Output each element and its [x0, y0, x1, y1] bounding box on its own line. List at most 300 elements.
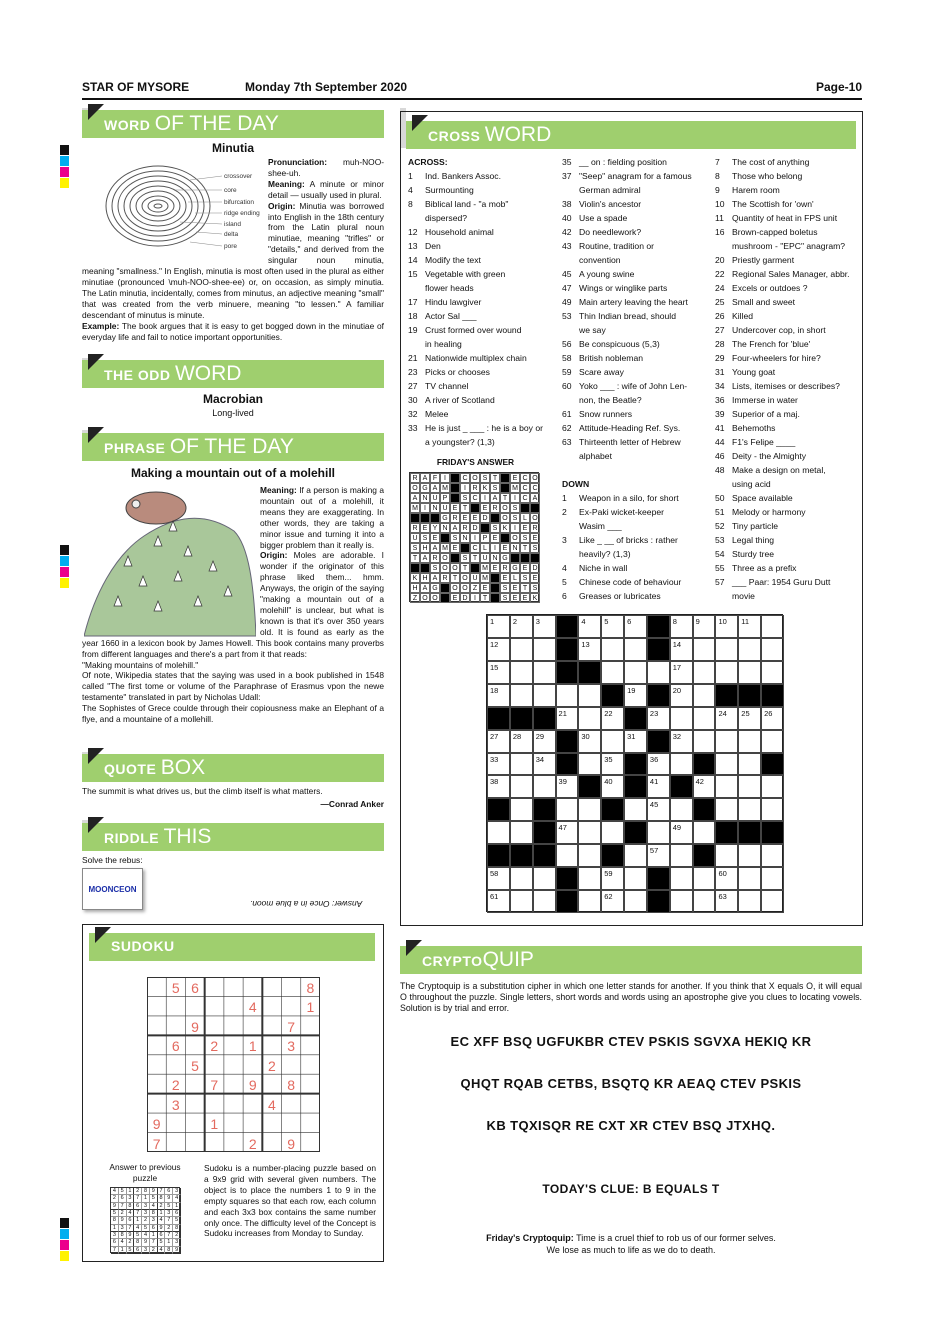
grid-cell[interactable] [761, 661, 784, 684]
answer-letter: M [440, 543, 450, 553]
sudoku-cell[interactable] [166, 996, 185, 1015]
clue-row [715, 463, 860, 477]
sudoku-cell[interactable] [282, 977, 301, 996]
answer-letter: K [500, 523, 510, 533]
grid-cell[interactable] [693, 661, 716, 684]
grid-block [487, 798, 510, 821]
grid-cell[interactable] [670, 798, 693, 821]
answer-letter: N [430, 503, 440, 513]
sudoku-cell[interactable]: 7 [210, 1077, 219, 1094]
grid-cell[interactable]: 41 [647, 775, 670, 798]
grid-cell[interactable] [510, 684, 533, 707]
grid-cell[interactable] [761, 844, 784, 867]
answer-letter: H [410, 583, 420, 593]
grid-cell[interactable]: 49 [670, 821, 693, 844]
grid-cell[interactable] [738, 798, 761, 821]
sudoku-cell[interactable] [224, 1055, 243, 1074]
sudoku-cell[interactable]: 3 [287, 1038, 296, 1055]
grid-cell[interactable] [624, 798, 647, 821]
clue-number: 50 [715, 493, 725, 503]
sudoku-cell[interactable] [262, 996, 281, 1015]
answer-letter: E [500, 543, 510, 553]
grid-cell[interactable]: 18 [487, 684, 510, 707]
grid-cell[interactable] [578, 890, 601, 913]
sudoku-cell[interactable] [166, 1016, 185, 1035]
grid-cell[interactable] [738, 890, 761, 913]
grid-cell[interactable]: 31 [624, 730, 647, 753]
grid-cell[interactable] [601, 821, 624, 844]
sudoku-cell[interactable]: 9 [287, 1135, 296, 1152]
sudoku-cell[interactable]: 2 [171, 1077, 180, 1094]
sudoku-cell[interactable] [205, 1055, 224, 1074]
grid-cell[interactable]: 2 [510, 615, 533, 638]
grid-cell[interactable]: 19 [624, 684, 647, 707]
grid-cell[interactable]: 57 [647, 844, 670, 867]
grid-cell[interactable] [761, 638, 784, 661]
grid-cell[interactable]: 3 [533, 615, 556, 638]
sudoku-cell[interactable]: 7 [152, 1135, 161, 1152]
grid-cell[interactable]: 63 [715, 890, 738, 913]
sudoku-cell[interactable] [262, 1035, 281, 1054]
sudoku-cell[interactable] [282, 1113, 301, 1132]
sudoku-cell[interactable]: 1 [248, 1038, 257, 1055]
sudoku-cell[interactable]: 9 [152, 1116, 161, 1133]
grid-cell[interactable] [693, 730, 716, 753]
answer-letter: S [510, 503, 520, 513]
grid-block [556, 753, 579, 776]
grid-cell[interactable] [738, 844, 761, 867]
answer-letter: T [450, 573, 460, 583]
answer-block [410, 563, 420, 573]
grid-cell[interactable]: 34 [533, 753, 556, 776]
clue-number: 36 [715, 395, 725, 405]
sudoku-cell[interactable] [262, 977, 281, 996]
answer-cell: 9 [127, 1232, 135, 1239]
answer-cell: 9 [111, 1203, 119, 1210]
grid-cell[interactable]: 14 [670, 638, 693, 661]
clue-number: 16 [715, 227, 725, 237]
grid-cell[interactable] [578, 684, 601, 707]
answer-letter: I [440, 473, 450, 483]
answer-letter: S [430, 563, 440, 573]
grid-cell[interactable] [761, 798, 784, 821]
grid-cell[interactable] [556, 798, 579, 821]
sudoku-cell[interactable] [147, 1055, 166, 1074]
sudoku-cell[interactable] [282, 1094, 301, 1113]
sudoku-cell[interactable]: 1 [210, 1116, 219, 1133]
answer-cell: 4 [111, 1188, 119, 1195]
grid-block [647, 867, 670, 890]
answer-letter: R [470, 483, 480, 493]
sudoku-cell[interactable] [282, 996, 301, 1015]
grid-cell[interactable] [510, 798, 533, 821]
grid-cell[interactable] [578, 753, 601, 776]
grid-cell[interactable]: 24 [715, 707, 738, 730]
grid-cell[interactable] [693, 638, 716, 661]
grid-cell[interactable] [578, 867, 601, 890]
sudoku-cell[interactable] [147, 1094, 166, 1113]
answer-letter: O [420, 593, 430, 603]
sudoku-cell[interactable] [147, 996, 166, 1015]
answer-letter: M [410, 503, 420, 513]
grid-cell[interactable] [738, 753, 761, 776]
clue-number: 32 [408, 409, 418, 419]
grid-cell[interactable] [578, 844, 601, 867]
clue-row [562, 421, 707, 435]
grid-cell[interactable]: 42 [693, 775, 716, 798]
sudoku-cell[interactable]: 7 [287, 1018, 296, 1035]
grid-cell[interactable]: 26 [761, 707, 784, 730]
sudoku-cell[interactable] [147, 977, 166, 996]
sudoku-cell[interactable] [166, 1133, 185, 1152]
sudoku-cell[interactable] [224, 1094, 243, 1113]
grid-cell[interactable]: 11 [738, 615, 761, 638]
grid-cell[interactable] [693, 684, 716, 707]
grid-cell[interactable] [670, 844, 693, 867]
grid-cell[interactable] [624, 661, 647, 684]
sudoku-cell[interactable] [301, 1035, 320, 1054]
sudoku-cell[interactable]: 2 [210, 1038, 219, 1055]
grid-cell[interactable] [647, 661, 670, 684]
grid-cell[interactable] [578, 798, 601, 821]
answer-letter: I [470, 533, 480, 543]
grid-cell[interactable]: 15 [487, 661, 510, 684]
clue-text: Immerse in water [732, 395, 798, 405]
grid-cell[interactable] [533, 638, 556, 661]
answer-cell: 7 [134, 1210, 142, 1217]
answer-cell: 7 [165, 1217, 173, 1224]
answer-letter: E [480, 503, 490, 513]
grid-cell[interactable] [556, 684, 579, 707]
sudoku-cell[interactable] [205, 996, 224, 1015]
grid-cell[interactable] [670, 867, 693, 890]
grid-cell[interactable] [601, 730, 624, 753]
grid-cell[interactable] [487, 821, 510, 844]
grid-cell[interactable] [715, 798, 738, 821]
answer-block [420, 513, 430, 523]
clue-number [408, 337, 425, 351]
answer-letter: U [480, 553, 490, 563]
grid-cell[interactable]: 5 [601, 615, 624, 638]
sudoku-cell[interactable] [147, 1074, 166, 1093]
clue-row [408, 225, 553, 239]
grid-cell[interactable]: 17 [670, 661, 693, 684]
grid-cell[interactable] [738, 867, 761, 890]
sudoku-cell[interactable] [224, 1133, 243, 1152]
answer-letter: S [510, 513, 520, 523]
answer-cell: 6 [119, 1195, 127, 1202]
grid-cell[interactable]: 10 [715, 615, 738, 638]
grid-cell[interactable]: 61 [487, 890, 510, 913]
grid-cell[interactable]: 39 [556, 775, 579, 798]
clue-number: 61 [562, 409, 572, 419]
sudoku-cell[interactable]: 9 [248, 1077, 257, 1094]
meaning: A minute or minor detail — usually used in plural. [268, 178, 384, 200]
answer-letter: I [510, 493, 520, 503]
grid-cell[interactable] [624, 890, 647, 913]
grid-cell[interactable]: 47 [556, 821, 579, 844]
grid-cell[interactable] [556, 844, 579, 867]
sudoku-cell[interactable] [243, 1055, 262, 1074]
sudoku-grid [147, 977, 320, 1152]
grid-cell[interactable] [578, 707, 601, 730]
float-spacer [82, 157, 268, 260]
clue-row [408, 183, 553, 197]
clue-number [562, 323, 579, 337]
sudoku-cell[interactable] [224, 1113, 243, 1132]
grid-cell[interactable]: 35 [601, 753, 624, 776]
grid-cell[interactable]: 12 [487, 638, 510, 661]
down-title: DOWN [562, 479, 590, 489]
sudoku-cell[interactable] [243, 1113, 262, 1132]
fp-label: island [224, 221, 241, 228]
answer-letter: E [520, 523, 530, 533]
answer-letter: I [420, 503, 430, 513]
sudoku-cell[interactable]: 6 [191, 980, 199, 996]
sudoku-cell[interactable] [243, 977, 262, 996]
answer-letter: G [420, 483, 430, 493]
grid-cell[interactable]: 21 [556, 707, 579, 730]
grid-cell[interactable] [601, 638, 624, 661]
sudoku-cell[interactable] [185, 1113, 204, 1132]
grid-cell[interactable]: 25 [738, 707, 761, 730]
grid-cell[interactable] [533, 890, 556, 913]
grid-cell[interactable] [715, 730, 738, 753]
grid-cell[interactable]: 28 [510, 730, 533, 753]
sudoku-cell[interactable] [185, 996, 204, 1015]
friday-answer-title: FRIDAY'S ANSWER [436, 457, 515, 467]
grid-cell[interactable] [761, 730, 784, 753]
clue-text: Do needlework? [579, 227, 642, 237]
clue-text: Routine, tradition or [579, 241, 654, 251]
sudoku-cell[interactable]: 8 [287, 1077, 296, 1094]
answer-letter: S [480, 473, 490, 483]
grid-cell[interactable] [761, 775, 784, 798]
answer-letter: S [530, 583, 540, 593]
grid-cell[interactable] [693, 821, 716, 844]
sudoku-cell[interactable] [243, 1016, 262, 1035]
clue-number: 59 [562, 367, 572, 377]
grid-cell[interactable] [715, 844, 738, 867]
grid-cell[interactable]: 22 [601, 707, 624, 730]
grid-cell[interactable] [670, 890, 693, 913]
answer-cell: 3 [142, 1203, 150, 1210]
grid-cell[interactable]: 29 [533, 730, 556, 753]
answer-letter: E [530, 533, 540, 543]
grid-cell[interactable] [533, 775, 556, 798]
grid-cell[interactable] [715, 775, 738, 798]
clue-row [562, 435, 707, 449]
grid-cell[interactable] [510, 890, 533, 913]
clue-text: movie [732, 591, 755, 601]
sudoku-cell[interactable]: 6 [171, 1038, 180, 1055]
sudoku-cell[interactable]: 2 [268, 1057, 276, 1074]
grid-cell[interactable]: 9 [693, 615, 716, 638]
grid-cell[interactable]: 59 [601, 867, 624, 890]
clue-number: 53 [562, 311, 572, 321]
sudoku-cell[interactable]: 5 [171, 980, 180, 996]
sudoku-cell[interactable]: 9 [191, 1018, 199, 1035]
sudoku-cell[interactable] [185, 1094, 204, 1113]
clue-text: Scare away [579, 367, 624, 377]
riddle-rebus [82, 868, 143, 910]
grid-cell[interactable] [670, 707, 693, 730]
grid-cell[interactable] [578, 821, 601, 844]
grid-cell[interactable] [761, 615, 784, 638]
grid-cell[interactable] [693, 867, 716, 890]
grid-cell[interactable] [510, 775, 533, 798]
sudoku-cell[interactable] [282, 1055, 301, 1074]
clue-text: Quantity of heat in FPS unit [732, 213, 838, 223]
clue-row [715, 267, 860, 281]
sudoku-cell[interactable] [301, 1055, 320, 1074]
grid-cell[interactable] [624, 638, 647, 661]
grid-cell[interactable] [738, 661, 761, 684]
grid-cell[interactable] [533, 867, 556, 890]
sudoku-cell[interactable]: 1 [306, 999, 315, 1016]
sudoku-cell[interactable] [205, 977, 224, 996]
grid-cell[interactable]: 8 [670, 615, 693, 638]
grid-cell[interactable] [715, 638, 738, 661]
grid-cell[interactable] [601, 661, 624, 684]
grid-cell[interactable]: 6 [624, 615, 647, 638]
grid-cell[interactable]: 40 [601, 775, 624, 798]
sudoku-cell[interactable] [205, 1094, 224, 1113]
grid-cell[interactable] [510, 638, 533, 661]
sudoku-cell[interactable] [147, 1035, 166, 1054]
sudoku-cell[interactable] [301, 1016, 320, 1035]
grid-cell[interactable]: 20 [670, 684, 693, 707]
sudoku-cell[interactable]: 4 [248, 999, 257, 1016]
masthead-rule [82, 98, 862, 100]
answer-cell: 8 [134, 1239, 142, 1246]
grid-cell[interactable] [693, 890, 716, 913]
clue-number: 30 [408, 395, 418, 405]
grid-cell[interactable] [715, 753, 738, 776]
grid-cell[interactable] [510, 753, 533, 776]
clue-text: alphabet [579, 451, 612, 461]
grid-cell[interactable] [510, 867, 533, 890]
clue-text: Excels or outdoes ? [732, 283, 808, 293]
grid-cell[interactable] [533, 661, 556, 684]
grid-cell[interactable]: 4 [578, 615, 601, 638]
sudoku-cell[interactable] [243, 1094, 262, 1113]
answer-letter: K [410, 573, 420, 583]
sudoku-cell[interactable] [147, 1016, 166, 1035]
grid-cell[interactable]: 45 [647, 798, 670, 821]
sudoku-cell[interactable] [205, 1133, 224, 1152]
sudoku-cell[interactable] [224, 1074, 243, 1093]
clue-text: Regional Sales Manager, abbr. [732, 269, 850, 279]
grid-cell[interactable]: 38 [487, 775, 510, 798]
sudoku-cell[interactable] [262, 1133, 281, 1152]
answer-letter: T [460, 563, 470, 573]
sudoku-cell[interactable] [185, 1035, 204, 1054]
sudoku-cell[interactable] [301, 1133, 320, 1152]
clue-number: 8 [408, 199, 413, 209]
sudoku-cell[interactable]: 3 [171, 1096, 180, 1113]
answer-letter: E [520, 563, 530, 573]
grid-cell[interactable] [761, 890, 784, 913]
sudoku-cell[interactable] [301, 1094, 320, 1113]
grid-cell[interactable] [510, 661, 533, 684]
grid-cell[interactable]: 62 [601, 890, 624, 913]
sudoku-cell[interactable] [185, 1133, 204, 1152]
sudoku-cell[interactable] [224, 1016, 243, 1035]
sudoku-cell[interactable] [205, 1016, 224, 1035]
grid-cell[interactable]: 36 [647, 753, 670, 776]
clue-text: Lists, itemises or describes? [732, 381, 840, 391]
grid-block [647, 684, 670, 707]
clue-text: Deity - the Almighty [732, 451, 807, 461]
grid-cell[interactable]: 33 [487, 753, 510, 776]
sudoku-cell[interactable] [166, 1055, 185, 1074]
sudoku-cell[interactable] [185, 1074, 204, 1093]
clue-text: Brown-capped boletus [732, 227, 818, 237]
grid-cell[interactable] [670, 753, 693, 776]
header-large: BOX [160, 756, 206, 779]
grid-cell[interactable]: 23 [647, 707, 670, 730]
grid-cell[interactable] [693, 707, 716, 730]
header-large: OF THE DAY [169, 435, 294, 458]
clue-row [562, 547, 707, 561]
grid-block [510, 707, 533, 730]
answer-cell: 4 [158, 1247, 166, 1254]
grid-cell[interactable]: 58 [487, 867, 510, 890]
grid-cell[interactable] [715, 661, 738, 684]
grid-cell[interactable]: 60 [715, 867, 738, 890]
sudoku-cell[interactable] [224, 996, 243, 1015]
clue-number: 38 [562, 199, 572, 209]
sudoku-cell[interactable]: 4 [268, 1096, 276, 1113]
sudoku-cell[interactable] [224, 1035, 243, 1054]
page-number: Page-10 [815, 80, 862, 94]
answer-letter: E [470, 513, 480, 523]
answer-letter: E [510, 473, 520, 483]
sudoku-cell[interactable]: 2 [248, 1135, 257, 1152]
sudoku-cell[interactable] [166, 1113, 185, 1132]
grid-cell[interactable] [533, 684, 556, 707]
clue-number [562, 393, 579, 407]
clue-text: Vegetable with green [425, 269, 506, 279]
sudoku-cell[interactable] [301, 1113, 320, 1132]
grid-cell[interactable]: 1 [487, 615, 510, 638]
sudoku-cell[interactable]: 8 [306, 980, 315, 996]
answer-letter: S [500, 593, 510, 603]
grid-cell[interactable]: 30 [578, 730, 601, 753]
sudoku-cell[interactable] [262, 1016, 281, 1035]
answer-letter: A [420, 583, 430, 593]
sudoku-cell[interactable] [224, 977, 243, 996]
sudoku-cell[interactable]: 5 [191, 1057, 199, 1074]
grid-cell[interactable]: 27 [487, 730, 510, 753]
grid-cell[interactable] [624, 844, 647, 867]
grid-cell[interactable] [738, 775, 761, 798]
grid-cell[interactable] [647, 821, 670, 844]
grid-cell[interactable] [738, 638, 761, 661]
grid-cell[interactable] [738, 730, 761, 753]
grid-cell[interactable] [761, 867, 784, 890]
sudoku-cell[interactable] [301, 1074, 320, 1093]
grid-cell[interactable]: 13 [578, 638, 601, 661]
sudoku-cell[interactable] [262, 1113, 281, 1132]
answer-cell: 8 [173, 1225, 181, 1232]
grid-cell[interactable] [510, 821, 533, 844]
sudoku-cell[interactable] [262, 1074, 281, 1093]
grid-cell[interactable]: 32 [670, 730, 693, 753]
answer-cell: 9 [119, 1217, 127, 1224]
grid-cell[interactable] [624, 867, 647, 890]
